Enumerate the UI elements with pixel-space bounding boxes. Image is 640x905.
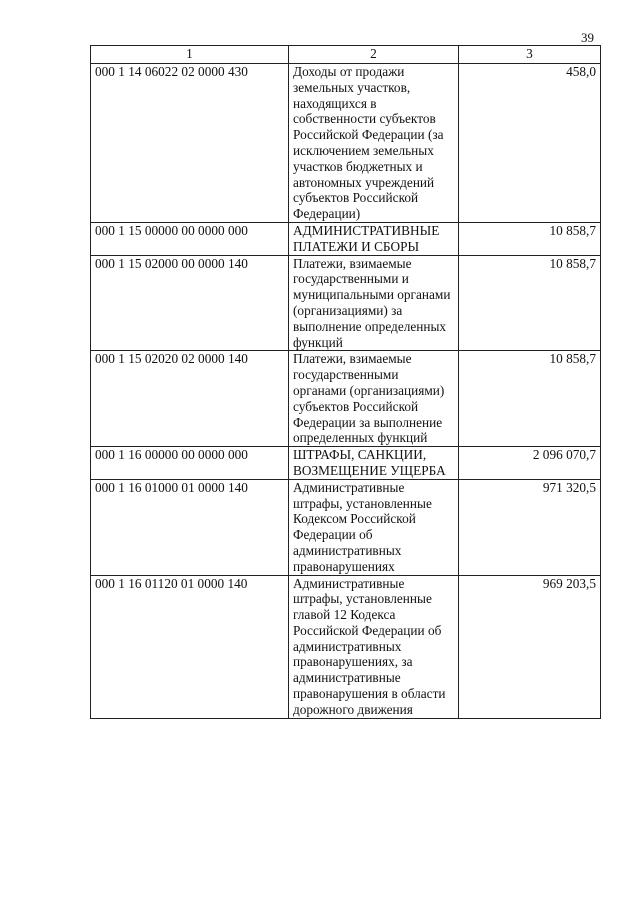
- revenue-name: Платежи, взимаемые государственными и муниципальными органами (организациями) за выполнение определенных функций: [289, 255, 459, 351]
- table-header-row: [91, 46, 601, 64]
- revenue-name: Административные штрафы, установленные главой 12 Кодекса Российской Федерации об административных правонарушениях, за административные правонарушения в области дорожного движения: [289, 575, 459, 718]
- budget-code: 000 1 16 00000 00 0000 000: [91, 447, 289, 480]
- budget-code: 000 1 15 02000 00 0000 140: [91, 255, 289, 351]
- table-row: [91, 479, 601, 575]
- amount-value: 458,0: [459, 64, 601, 223]
- revenue-name: Доходы от продажи земельных участков, находящихся в собственности субъектов Российской Федерации (за исключением земельных участков бюджетных и автономных учреждений субъектов Российской Федерации): [289, 64, 459, 223]
- table-row: [91, 351, 601, 447]
- budget-code: 000 1 14 06022 02 0000 430: [91, 64, 289, 223]
- table-row: [91, 447, 601, 480]
- revenue-table: [90, 45, 601, 719]
- column-header-2: 2: [289, 46, 459, 64]
- budget-code: 000 1 15 02020 02 0000 140: [91, 351, 289, 447]
- table-row: [91, 222, 601, 255]
- amount-value: 10 858,7: [459, 351, 601, 447]
- table-row: [91, 575, 601, 718]
- revenue-name: Административные штрафы, установленные Кодексом Российской Федерации об административных правонарушениях: [289, 479, 459, 575]
- revenue-name: Платежи, взимаемые государственными органами (организациями) субъектов Российской Федерации за выполнение определенных функций: [289, 351, 459, 447]
- revenue-name: ШТРАФЫ, САНКЦИИ, ВОЗМЕЩЕНИЕ УЩЕРБА: [289, 447, 459, 480]
- budget-code: 000 1 16 01120 01 0000 140: [91, 575, 289, 718]
- column-header-1: 1: [91, 46, 289, 64]
- page-number: 39: [581, 30, 594, 45]
- budget-code: 000 1 15 00000 00 0000 000: [91, 222, 289, 255]
- amount-value: 971 320,5: [459, 479, 601, 575]
- column-header-3: 3: [459, 46, 601, 64]
- table-row: [91, 64, 601, 223]
- budget-code: 000 1 16 01000 01 0000 140: [91, 479, 289, 575]
- revenue-name: АДМИНИСТРАТИВНЫЕ ПЛАТЕЖИ И СБОРЫ: [289, 222, 459, 255]
- amount-value: 10 858,7: [459, 222, 601, 255]
- amount-value: 2 096 070,7: [459, 447, 601, 480]
- table-row: [91, 255, 601, 351]
- amount-value: 10 858,7: [459, 255, 601, 351]
- amount-value: 969 203,5: [459, 575, 601, 718]
